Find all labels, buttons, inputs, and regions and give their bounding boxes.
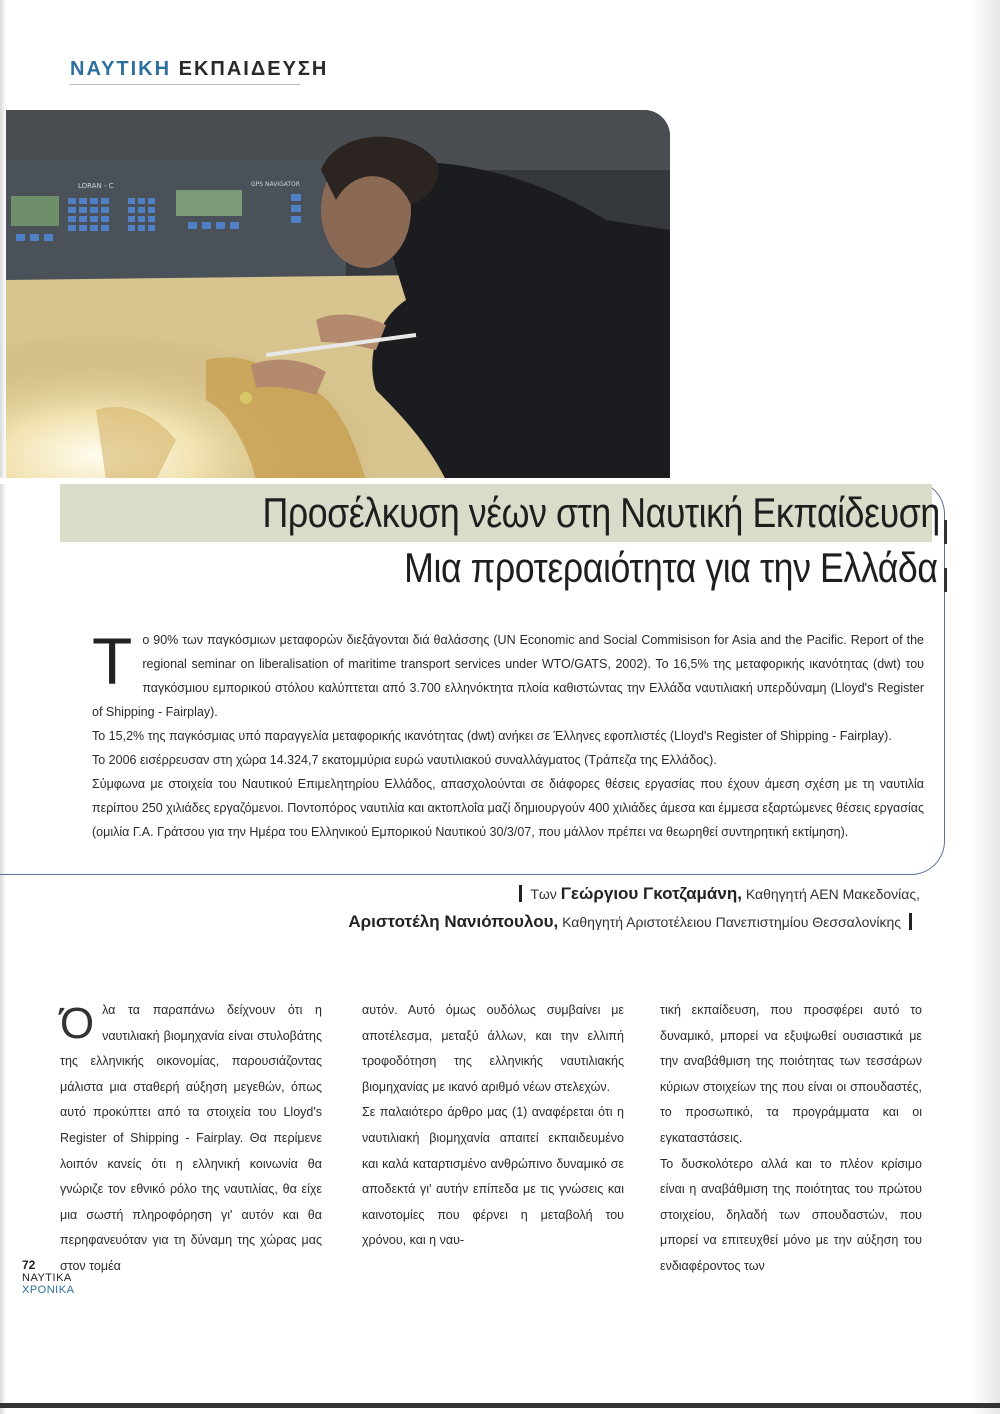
magazine-name-line2: ΧΡΟΝΙΚΑ — [22, 1284, 75, 1296]
body-paragraph: αυτόν. Αυτό όμως ουδόλως συμβαίνει με αποτέλεσμα, μεταξύ άλλων, και την ελλιπή τροφοδότηση της ελληνικής ναυτιλιακής βιομηχανίας με ικανό αριθμό νέων στελεχών. — [362, 1003, 624, 1094]
body-paragraph: τική εκπαίδευση, που προσφέρει αυτό το δυναμικό, μπορεί να εξυψωθεί ουσιαστικά με την αναβάθμιση της ποιότητας των τεσσάρων κύριων στοιχείων της που είναι οι σπουδαστές, το προσωπικό, τα προγράμματα και οι εγκαταστάσεις. — [660, 1003, 922, 1145]
page-number: 72 — [22, 1258, 36, 1272]
intro-paragraph: ο 90% των παγκόσμιων μεταφορών διεξάγονται διά θαλάσσης (UN Economic and Social Commisison for Asia and the Pacific. Report of the regional seminar on liberalisation of maritime transport services under WTO/GATS, 2002). Το 16,5% της μεταφορικής ικανότητας (dwt) του παγκόσμιου εμπορικού στόλου καλύπτεται από 3.700 ελληνόκτητα πλοία καθιστώντας την Ελλάδα ναυτιλιακή υπερδύναμη (Lloyd's Register of Shipping - Fairplay). — [92, 633, 924, 719]
byline-bar — [909, 913, 912, 930]
magazine-name-line1: ΝΑΥΤΙΚΑ — [22, 1272, 72, 1284]
photo-illustration — [6, 110, 670, 480]
section-header-part1: ΝΑΥΤΙΚΗ — [70, 58, 172, 80]
body-paragraph: λα τα παραπάνω δείχνουν ότι η ναυτιλιακή βιομηχανία είναι στυλοβάτης της ελληνικής οικονομίας, παρουσιάζοντας μάλιστα μια σταθερή αύξηση μεγεθών, όπως αυτό προκύπτει από τα στοιχεία του Lloyd's Register of Shipping - Fairplay. Θα περίμενε λοιπόν κανείς ότι η ελληνική κοινωνία θα γνώριζε τον εθνικό ρόλο της ναυτιλίας, θα είχε μια σωστή πληροφόρηση γι' αυτόν και θα περηφανευόταν για τη δύναμη της χώρας μας στον τομέα — [60, 1003, 322, 1273]
article-title: Προσέλκυση νέων στη Ναυτική Εκπαίδευση — [262, 489, 940, 536]
body-dropcap: Ό — [60, 999, 95, 1048]
byline — [348, 880, 920, 936]
body-paragraph: Το δυσκολότερο αλλά και το πλέον κρίσιμο είναι η αναβάθμιση της ποιότητας του πρώτου στοιχείου, δηλαδή των σπουδαστών, που μπορεί να επιτευχθεί μόνο με την αύξηση του ενδιαφέροντος των — [660, 1156, 922, 1273]
author-name: Γεώργιου Γκοτζαμάνη, — [560, 884, 742, 903]
intro-text — [92, 624, 924, 844]
body-column-3 — [660, 998, 922, 1280]
intro-paragraph: Το 2006 εισέρρευσαν στη χώρα 14.324,7 εκατομμύρια ευρώ ναυτιλιακού συναλλάγματος (Τράπεζα της Ελλάδος). — [92, 753, 717, 767]
body-column-1 — [60, 998, 322, 1280]
author-affiliation: Καθηγητή ΑΕΝ Μακεδονίας, — [745, 886, 920, 902]
panel-label-1: LORAN - C — [78, 182, 114, 190]
body-paragraph: Σε παλαιότερο άρθρο μας (1) αναφέρεται ότι η ναυτιλιακή βιομηχανία απαιτεί εκπαιδευμένο και καλά καταρτισμένο ανθρώπινο δυναμικό σε αποδεκτά γι' αυτήν επίπεδα με τις γνώσεις και καινοτομίες που φέρνει η μεταβολή του χρόνου, και η ναυ- — [362, 1105, 624, 1248]
byline-bar — [519, 885, 522, 902]
article-subtitle: Μια προτεραιότητα για την Ελλάδα — [404, 544, 938, 591]
section-header-part2: ΕΚΠΑΙΔΕΥΣΗ — [178, 58, 329, 80]
byline-line1 — [348, 880, 920, 908]
title-tick — [944, 520, 947, 544]
chart-marker — [240, 392, 252, 404]
article-photo — [6, 110, 670, 480]
byline-prefix: Των — [530, 886, 557, 902]
byline-line2 — [348, 908, 920, 936]
intro-paragraph: Σύμφωνα με στοιχεία του Ναυτικού Επιμελητηρίου Ελλάδος, απασχολούνται σε διάφορες θέσεις εργασίας που έχουν άμεση σχέση με τη ναυτιλία περίπου 250 χιλιάδες εργαζόμενοι. Ποντοπόρος ναυτιλία και ακτοπλοΐα μαζί δημιουργούν 400 χιλιάδες άμεσα και έμμεσα εξαρτώμενες θέσεις εργασίας (ομιλία Γ.Α. Γράτσου για την Ημέρα του Ελληνικού Εμπορικού Ναυτικού 30/3/07, που μάλλον πρέπει να θεωρηθεί συντηρητική εκτίμηση). — [92, 777, 924, 839]
title-tick — [944, 568, 947, 592]
author-affiliation: Καθηγητή Αριστοτέλειου Πανεπιστημίου Θεσσαλονίκης — [562, 914, 901, 930]
author-name: Αριστοτέλη Νανιόπουλου, — [348, 912, 559, 931]
display-screen — [176, 190, 242, 216]
page-footer — [22, 1258, 74, 1296]
section-header — [70, 58, 328, 81]
display-screen — [11, 196, 59, 226]
page-edge-shadow — [972, 0, 1000, 1414]
bottom-rule — [0, 1403, 1000, 1408]
header-rule — [70, 84, 300, 85]
intro-dropcap: Τ — [92, 624, 133, 698]
panel-label-2: GPS NAVIGATOR — [251, 181, 300, 188]
body-column-2 — [362, 998, 624, 1254]
intro-paragraph: Το 15,2% της παγκόσμιας υπό παραγγελία μεταφορικής ικανότητας (dwt) ανήκει σε Έλληνες εφοπλιστές (Lloyd's Register of Shipping - Fairplay). — [92, 729, 892, 743]
